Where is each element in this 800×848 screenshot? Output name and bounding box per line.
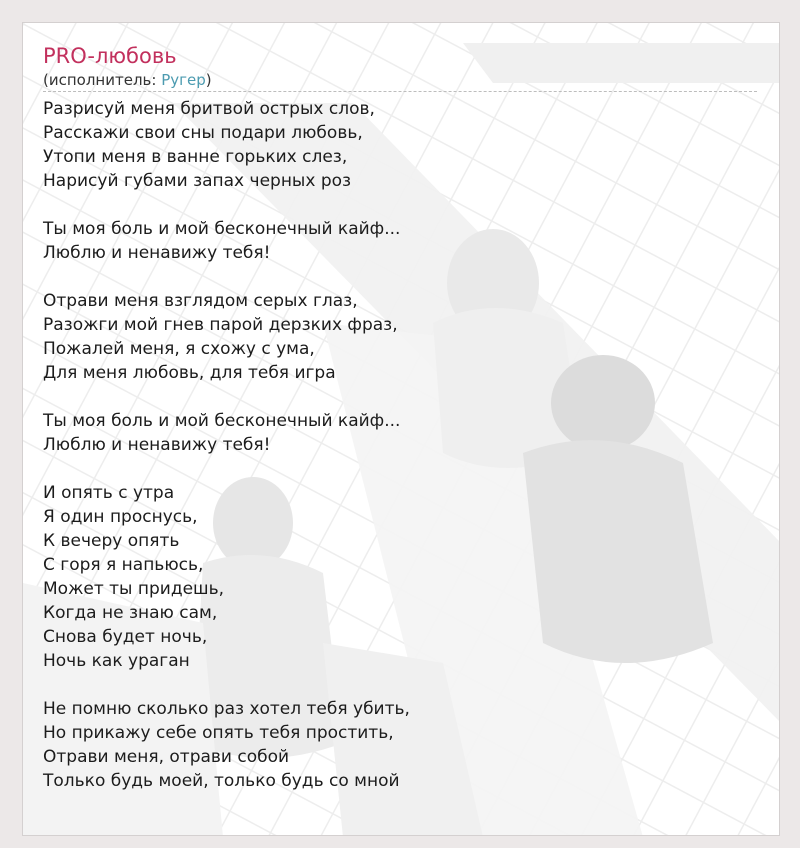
performer-link[interactable]: Ругер bbox=[161, 71, 206, 89]
lyric-line: Не помню сколько раз хотел тебя убить, bbox=[43, 699, 410, 719]
lyric-line: Ты моя боль и мой бесконечный кайф... bbox=[43, 219, 401, 239]
song-title: PRO-любовь bbox=[43, 44, 177, 68]
lyric-line: Только будь моей, только будь со мной bbox=[43, 771, 400, 791]
performer-line bbox=[43, 70, 759, 90]
lyric-line: Когда не знаю сам, bbox=[43, 603, 218, 623]
stanza-gap bbox=[43, 673, 759, 697]
lyric-line: Отрави меня, отрави собой bbox=[43, 747, 290, 767]
stanza-gap bbox=[43, 193, 759, 217]
lyric-line: Разожги мой гнев парой дерзких фраз, bbox=[43, 315, 398, 335]
title-divider bbox=[43, 91, 757, 92]
lyric-line: Утопи меня в ванне горьких слез, bbox=[43, 147, 348, 167]
performer-suffix: ) bbox=[205, 71, 212, 89]
lyric-line: Снова будет ночь, bbox=[43, 627, 208, 647]
lyric-line: Отрави меня взглядом серых глаз, bbox=[43, 291, 358, 311]
lyric-line: Может ты придешь, bbox=[43, 579, 225, 599]
stanza-gap bbox=[43, 385, 759, 409]
lyric-line: Ты моя боль и мой бесконечный кайф... bbox=[43, 411, 401, 431]
lyric-line: Ночь как ураган bbox=[43, 651, 190, 671]
lyrics-text bbox=[43, 97, 759, 793]
lyric-line: Я один проснусь, bbox=[43, 507, 198, 527]
lyrics-card bbox=[22, 22, 780, 836]
lyric-line: И опять с утра bbox=[43, 483, 175, 503]
lyric-line: Люблю и ненавижу тебя! bbox=[43, 243, 271, 263]
lyric-line: Пожалей меня, я схожу с ума, bbox=[43, 339, 315, 359]
lyric-line: Нарисуй губами запах черных роз bbox=[43, 171, 352, 191]
lyric-line: Для меня любовь, для тебя игра bbox=[43, 363, 336, 383]
lyric-line: Разрисуй меня бритвой острых слов, bbox=[43, 99, 375, 119]
lyrics-content bbox=[43, 43, 759, 793]
lyric-line: Но прикажу себе опять тебя простить, bbox=[43, 723, 394, 743]
stanza-gap bbox=[43, 265, 759, 289]
lyric-line: С горя я напьюсь, bbox=[43, 555, 204, 575]
lyric-line: Расскажи свои сны подари любовь, bbox=[43, 123, 363, 143]
stanza-gap bbox=[43, 457, 759, 481]
lyric-line: К вечеру опять bbox=[43, 531, 180, 551]
lyric-line: Люблю и ненавижу тебя! bbox=[43, 435, 271, 455]
performer-prefix: (исполнитель: bbox=[43, 71, 162, 89]
